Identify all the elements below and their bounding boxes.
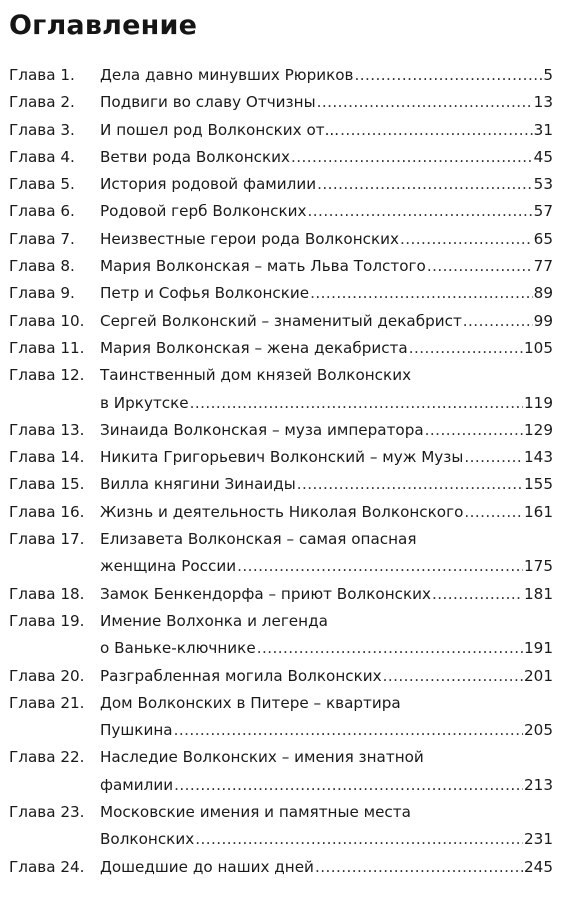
table-of-contents: [9, 62, 553, 881]
dot-leader: [464, 444, 523, 471]
dot-leader: [308, 198, 533, 225]
page-number: 65: [533, 229, 553, 248]
page-number: 119: [524, 393, 553, 412]
toc-entry-line: [9, 171, 553, 198]
chapter-label: Глава 12.: [9, 366, 85, 385]
toc-entry[interactable]: [9, 526, 553, 581]
page-number: 161: [524, 502, 553, 521]
toc-entry[interactable]: [9, 663, 553, 690]
chapter-label: Глава 7.: [9, 229, 75, 248]
dot-leader: [174, 772, 523, 799]
chapter-title-continued: Пушкина: [100, 721, 173, 740]
chapter-label: Глава 10.: [9, 311, 85, 330]
chapter-label: Глава 8.: [9, 257, 75, 276]
toc-entry[interactable]: [9, 690, 553, 745]
toc-entry-line: [9, 799, 553, 826]
toc-entry[interactable]: [9, 117, 553, 144]
toc-entry-line: [9, 854, 553, 881]
toc-entry-line: [9, 826, 553, 853]
page-number: 181: [524, 584, 553, 603]
chapter-title: Жизнь и деятельность Николая Волконского: [100, 502, 464, 521]
chapter-title: Петр и Софья Волконские: [100, 284, 310, 303]
chapter-label: Глава 3.: [9, 120, 75, 139]
chapter-label: Глава 16.: [9, 502, 85, 521]
page-number: 175: [524, 557, 553, 576]
toc-entry-line: [9, 635, 553, 662]
dot-leader: [425, 417, 523, 444]
page-number: 31: [533, 120, 553, 139]
chapter-title: Ветви рода Волконских: [100, 147, 291, 166]
chapter-label: Глава 13.: [9, 420, 85, 439]
toc-entry-line: [9, 690, 553, 717]
page-number: 13: [533, 93, 553, 112]
chapter-label: Глава 9.: [9, 284, 75, 303]
page-number: 99: [533, 311, 553, 330]
chapter-title: Московские имения и памятные места: [100, 803, 411, 822]
chapter-title: Елизавета Волконская – самая опасная: [100, 530, 417, 549]
toc-entry[interactable]: [9, 417, 553, 444]
chapter-title-continued: в Иркутске: [100, 393, 189, 412]
toc-entry-line: [9, 144, 553, 171]
toc-entry[interactable]: [9, 89, 553, 116]
chapter-title-continued: Волконских: [100, 830, 195, 849]
chapter-title: Мария Волконская – жена декабриста: [100, 338, 408, 357]
chapter-title: Мария Волконская – мать Льва Толстого: [100, 257, 426, 276]
chapter-title: Вилла княгини Зинаиды: [100, 475, 296, 494]
chapter-label: Глава 18.: [9, 584, 85, 603]
toc-entry[interactable]: [9, 198, 553, 225]
page-number: 129: [524, 420, 553, 439]
dot-leader: [257, 635, 523, 662]
toc-entry-line: [9, 308, 553, 335]
chapter-label: Глава 15.: [9, 475, 85, 494]
chapter-label: Глава 19.: [9, 611, 85, 630]
page-number: 155: [524, 475, 553, 494]
toc-entry-line: [9, 608, 553, 635]
page-number: 231: [524, 830, 553, 849]
toc-entry-line: [9, 717, 553, 744]
dot-leader: [383, 663, 523, 690]
dot-leader: [427, 253, 533, 280]
toc-entry[interactable]: [9, 499, 553, 526]
chapter-label: Глава 23.: [9, 803, 85, 822]
toc-entry[interactable]: [9, 799, 553, 854]
chapter-label: Глава 5.: [9, 175, 75, 194]
toc-entry-line: [9, 499, 553, 526]
page-number: 245: [524, 857, 553, 876]
chapter-label: Глава 1.: [9, 66, 75, 84]
toc-entry[interactable]: [9, 253, 553, 280]
chapter-title: Неизвестные герои рода Волконских: [100, 229, 400, 248]
page-number: 45: [533, 147, 553, 166]
toc-entry[interactable]: [9, 226, 553, 253]
dot-leader: [190, 390, 523, 417]
chapter-title: История родовой фамилии: [100, 175, 317, 194]
chapter-title: Дела давно минувших Рюриков: [100, 66, 354, 84]
dot-leader: [355, 62, 543, 89]
toc-entry-line: [9, 526, 553, 553]
page-number: 105: [524, 338, 553, 357]
dot-leader: [237, 553, 523, 580]
chapter-title-continued: о Ваньке-ключнике: [100, 639, 256, 658]
dot-leader: [291, 144, 533, 171]
toc-entry[interactable]: [9, 62, 553, 89]
toc-entry-line: [9, 663, 553, 690]
dot-leader: [400, 226, 533, 253]
toc-entry-line: [9, 280, 553, 307]
toc-entry-line: [9, 553, 553, 580]
toc-entry-line: [9, 417, 553, 444]
toc-entry-line: [9, 471, 553, 498]
toc-entry-line: [9, 198, 553, 225]
dot-leader: [317, 171, 533, 198]
chapter-label: Глава 22.: [9, 748, 85, 767]
chapter-title: Имение Волхонка и легенда: [100, 611, 328, 630]
dot-leader: [464, 499, 523, 526]
page-number: 57: [533, 202, 553, 221]
toc-entry-line: [9, 390, 553, 417]
page-number: 191: [524, 639, 553, 658]
page-number: 143: [524, 448, 553, 467]
toc-entry-line: [9, 89, 553, 116]
dot-leader: [315, 854, 523, 881]
chapter-title: Дошедшие до наших дней: [100, 857, 314, 876]
toc-entry[interactable]: [9, 362, 553, 417]
toc-entry-line: [9, 253, 553, 280]
chapter-title: Дом Волконских в Питере – квартира: [100, 693, 401, 712]
toc-entry-line: [9, 444, 553, 471]
chapter-title: Замок Бенкендорфа – приют Волконских: [100, 584, 432, 603]
toc-entry[interactable]: [9, 144, 553, 171]
chapter-title: Никита Григорьевич Волконский – муж Музы: [100, 448, 464, 467]
dot-leader: [340, 117, 533, 144]
page-number: 5: [543, 66, 553, 84]
dot-leader: [297, 471, 523, 498]
chapter-title: Разграбленная могила Волконских: [100, 666, 382, 685]
toc-entry-line: [9, 226, 553, 253]
toc-entry[interactable]: [9, 280, 553, 307]
chapter-label: Глава 11.: [9, 338, 85, 357]
chapter-title: Сергей Волконский – знаменитый декабрист: [100, 311, 462, 330]
chapter-label: Глава 14.: [9, 448, 85, 467]
chapter-label: Глава 24.: [9, 857, 85, 876]
page-number: 213: [524, 775, 553, 794]
chapter-label: Глава 20.: [9, 666, 85, 685]
toc-entry[interactable]: [9, 854, 553, 881]
toc-entry[interactable]: [9, 171, 553, 198]
dot-leader: [310, 280, 533, 307]
toc-entry[interactable]: [9, 335, 553, 362]
toc-entry[interactable]: [9, 744, 553, 799]
chapter-label: Глава 6.: [9, 202, 75, 221]
toc-entry[interactable]: [9, 608, 553, 663]
page-number: 201: [524, 666, 553, 685]
dot-leader: [317, 89, 533, 116]
dot-leader: [409, 335, 523, 362]
chapter-title: Наследие Волконских – имения знатной: [100, 748, 424, 767]
toc-entry[interactable]: [9, 444, 553, 471]
dot-leader: [174, 717, 523, 744]
toc-entry-line: [9, 335, 553, 362]
dot-leader: [463, 308, 533, 335]
toc-entry-line: [9, 362, 553, 389]
page-title: Оглавление: [9, 10, 198, 41]
chapter-title: И пошел род Волконских от...: [100, 120, 340, 139]
chapter-title-continued: женщина России: [100, 557, 237, 576]
page-number: 89: [533, 284, 553, 303]
page-number: 53: [533, 175, 553, 194]
chapter-title: Таинственный дом князей Волконских: [100, 366, 412, 385]
toc-entry-line: [9, 744, 553, 771]
chapter-label: Глава 21.: [9, 693, 85, 712]
page-number: 77: [533, 257, 553, 276]
chapter-title: Родовой герб Волконских: [100, 202, 307, 221]
chapter-title-continued: фамилии: [100, 775, 174, 794]
chapter-title: Зинаида Волконская – муза императора: [100, 420, 424, 439]
dot-leader: [195, 826, 523, 853]
chapter-label: Глава 2.: [9, 93, 75, 112]
page-number: 205: [524, 721, 553, 740]
toc-entry[interactable]: [9, 581, 553, 608]
toc-entry[interactable]: [9, 308, 553, 335]
toc-entry[interactable]: [9, 471, 553, 498]
chapter-label: Глава 17.: [9, 530, 85, 549]
toc-entry-line: [9, 117, 553, 144]
chapter-label: Глава 4.: [9, 147, 75, 166]
dot-leader: [432, 581, 523, 608]
toc-entry-line: [9, 772, 553, 799]
toc-entry-line: [9, 581, 553, 608]
chapter-title: Подвиги во славу Отчизны: [100, 93, 316, 112]
toc-entry-line: [9, 62, 553, 89]
